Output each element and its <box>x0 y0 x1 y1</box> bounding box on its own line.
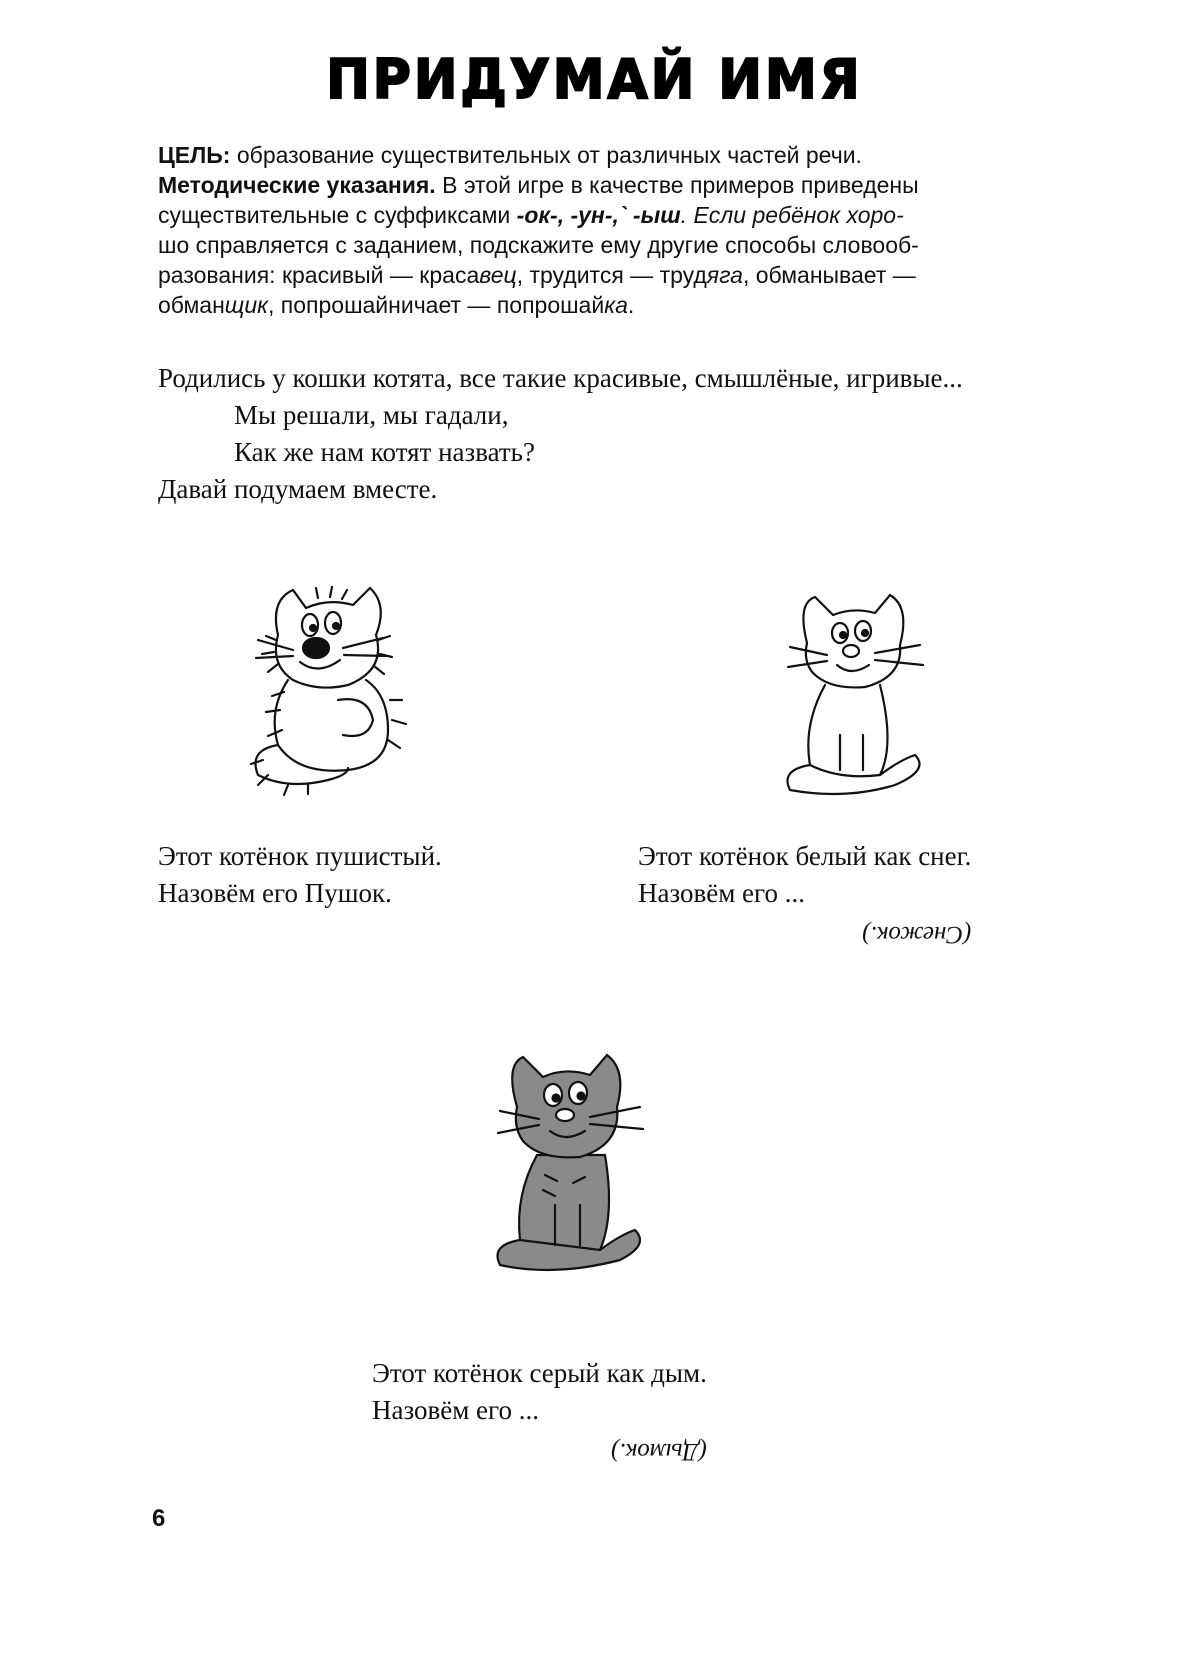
m4-italic-2: яга <box>706 262 743 288</box>
method-label: Методические указания. <box>158 172 436 198</box>
kitten-3-line-1: Этот котёнок серый как дым. <box>372 1358 707 1388</box>
page-title: ПРИДУМАЙ ИМЯ <box>326 48 863 112</box>
m5-italic-1: щик <box>224 292 268 318</box>
method-text-2a: существительные с суффиксами <box>158 202 517 228</box>
kitten-caption-2 <box>638 838 971 953</box>
m4-italic-1: вец <box>479 262 517 288</box>
story-line-4: Давай подумаем вместе. <box>158 474 438 504</box>
story-line-2: Мы решали, мы гадали, <box>234 400 509 430</box>
m5-italic-2: ка <box>604 292 628 318</box>
suffix-list: -ок-, -ун-,` -ыш <box>516 202 681 228</box>
kitten-2-line-2: Назовём его ... <box>638 878 805 908</box>
kitten-3-line-2: Назовём его ... <box>372 1395 539 1425</box>
white-kitten-illustration <box>785 585 935 800</box>
goal-text: образование существительных от различных частей речи. <box>230 142 862 168</box>
kitten-2-answer: (Снежок.) <box>862 921 972 948</box>
kitten-caption-3 <box>372 1355 707 1470</box>
fluffy-kitten-illustration <box>248 580 418 795</box>
m4-text-3: , обманывает — <box>742 262 916 288</box>
m5-text-3: . <box>627 292 635 318</box>
method-text-2b: . Если ребёнок хоро- <box>680 202 904 228</box>
grey-kitten-illustration <box>495 1045 655 1275</box>
m4-text-1: разования: красивый — краса <box>158 262 480 288</box>
goal-label: ЦЕЛЬ: <box>158 142 231 168</box>
goal-line <box>158 140 1068 170</box>
m4-text-2: , трудится — труд <box>516 262 707 288</box>
method-line-5 <box>158 290 1068 320</box>
method-text-1: В этой игре в качестве примеров приведены <box>435 172 919 198</box>
kitten-caption-1 <box>158 838 442 912</box>
method-line-3: шо справляется с заданием, подскажите ему другие способы словооб- <box>158 232 919 258</box>
page-number: 6 <box>152 1505 166 1532</box>
method-line-2 <box>158 200 1068 230</box>
kitten-3-answer: (Дымок.) <box>610 1438 707 1465</box>
kitten-1-line-2: Назовём его Пушок. <box>158 878 392 908</box>
instructions-block <box>158 140 1068 320</box>
method-line-4 <box>158 260 1068 290</box>
kitten-2-line-1: Этот котёнок белый как снег. <box>638 841 972 871</box>
story-block <box>158 360 1088 508</box>
kitten-1-line-1: Этот котёнок пушистый. <box>158 841 442 871</box>
method-line-1 <box>158 170 1068 200</box>
story-line-1: Родились у кошки котята, все такие красивые, смышлёные, игривые... <box>158 363 963 393</box>
m5-text-1: обман <box>158 292 225 318</box>
m5-text-2: , попрошайничает — попрошай <box>268 292 605 318</box>
story-line-3: Как же нам котят назвать? <box>234 437 535 467</box>
